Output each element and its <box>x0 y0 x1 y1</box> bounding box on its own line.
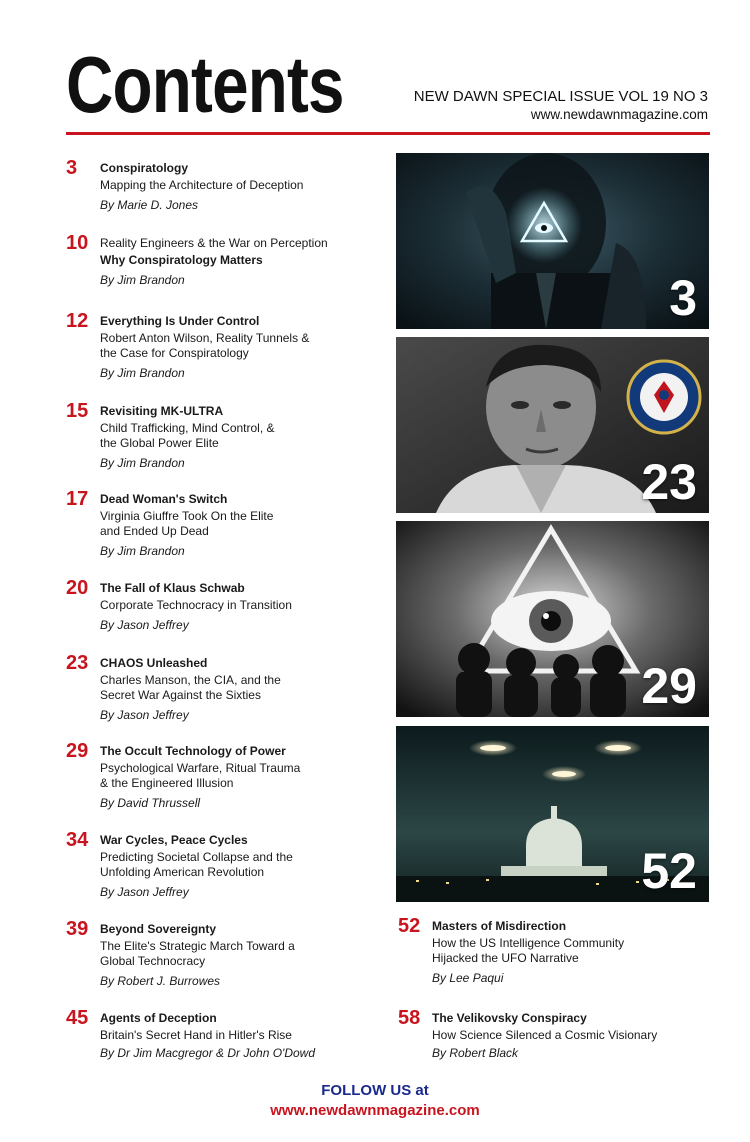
feature-image-29[interactable] <box>396 521 709 717</box>
entry-title: The Velikovsky Conspiracy <box>432 1011 587 1025</box>
entry-subtitle: Corporate Technocracy in Transition <box>100 598 292 612</box>
entry-author: By Jim Brandon <box>100 366 185 380</box>
entry-title: Everything Is Under Control <box>100 314 260 328</box>
entry-subtitle: Mapping the Architecture of Deception <box>100 178 304 192</box>
entry-page-number: 15 <box>66 400 89 422</box>
image-page-number: 29 <box>641 658 697 714</box>
entry-page-number: 3 <box>66 157 78 179</box>
entry-title: Beyond Sovereignty <box>100 922 217 936</box>
header-divider <box>66 132 710 135</box>
entry-title: Masters of Misdirection <box>432 919 567 933</box>
entry-subtitle: How the US Intelligence Community Hijacked the UFO Narrative <box>432 936 625 965</box>
issue-label: NEW DAWN SPECIAL ISSUE VOL 19 NO 3 <box>413 88 708 105</box>
image-page-number: 52 <box>641 843 697 899</box>
follow-us-label: FOLLOW US at <box>321 1082 429 1099</box>
entry-author: By Lee Paqui <box>432 971 504 985</box>
image-page-number: 23 <box>641 454 697 510</box>
entry-title: Revisiting MK-ULTRA <box>100 404 224 418</box>
entry-title: The Fall of Klaus Schwab <box>100 581 245 595</box>
entry-subtitle: Charles Manson, the CIA, and the Secret War Against the Sixties <box>100 673 281 702</box>
entry-author: By Jason Jeffrey <box>100 885 189 899</box>
entry-title: Agents of Deception <box>100 1011 217 1025</box>
entry-page-number: 23 <box>66 652 89 674</box>
footer-url-link[interactable]: www.newdawnmagazine.com <box>270 1102 480 1119</box>
entry-author: By David Thrussell <box>100 796 201 810</box>
entry-subtitle: Child Trafficking, Mind Control, & the Global Power Elite <box>100 421 275 450</box>
entry-author: By Jim Brandon <box>100 544 185 558</box>
entry-author: By Jason Jeffrey <box>100 708 189 722</box>
entry-subtitle: The Elite's Strategic March Toward a Global Technocracy <box>100 939 295 968</box>
entry-title: Conspiratology <box>100 161 189 175</box>
entry-author: By Jim Brandon <box>100 273 185 287</box>
entry-page-number: 58 <box>398 1007 421 1029</box>
entry-subtitle: Virginia Giuffre Took On the Elite and Ended Up Dead <box>100 509 274 538</box>
entry-author: By Jim Brandon <box>100 456 185 470</box>
entry-page-number: 12 <box>66 310 89 332</box>
feature-image-3[interactable] <box>396 153 709 329</box>
entry-page-number: 29 <box>66 740 89 762</box>
eye-pyramid-hand-icon <box>396 153 709 329</box>
entry-title: Dead Woman's Switch <box>100 492 228 506</box>
entry-subtitle: Predicting Societal Collapse and the Unfolding American Revolution <box>100 850 293 879</box>
entry-page-number: 45 <box>66 1007 89 1029</box>
entry-subtitle: How Science Silenced a Cosmic Visionary <box>432 1028 658 1042</box>
feature-image-52[interactable] <box>396 726 709 902</box>
feature-image-23[interactable] <box>396 337 709 513</box>
entry-title: War Cycles, Peace Cycles <box>100 833 248 847</box>
page-title: Contents <box>66 40 344 129</box>
entry-author: By Jason Jeffrey <box>100 618 189 632</box>
entry-title: Reality Engineers & the War on Perception <box>100 236 328 250</box>
entry-page-number: 39 <box>66 918 89 940</box>
entry-subtitle: Psychological Warfare, Ritual Trauma & the Engineered Illusion <box>100 761 301 790</box>
header-url-link[interactable]: www.newdawnmagazine.com <box>530 107 708 122</box>
entry-page-number: 52 <box>398 915 421 937</box>
image-page-number: 3 <box>669 270 697 326</box>
entry-subtitle: Robert Anton Wilson, Reality Tunnels & the Case for Conspiratology <box>100 331 310 360</box>
entry-page-number: 34 <box>66 829 89 851</box>
entry-subtitle: Why Conspiratology Matters <box>100 253 263 267</box>
entry-author: By Robert Black <box>432 1046 519 1060</box>
issue-info <box>414 88 708 124</box>
entry-author: By Robert J. Burrowes <box>100 974 221 988</box>
entry-title: CHAOS Unleashed <box>100 656 208 670</box>
entry-page-number: 17 <box>66 488 89 510</box>
entry-subtitle: Britain's Secret Hand in Hitler's Rise <box>100 1028 292 1042</box>
entry-title: The Occult Technology of Power <box>100 744 286 758</box>
entry-page-number: 20 <box>66 577 89 599</box>
entry-author: By Marie D. Jones <box>100 198 199 212</box>
entry-page-number: 10 <box>66 232 89 254</box>
entry-author: By Dr Jim Macgregor & Dr John O'Dowd <box>100 1046 316 1060</box>
